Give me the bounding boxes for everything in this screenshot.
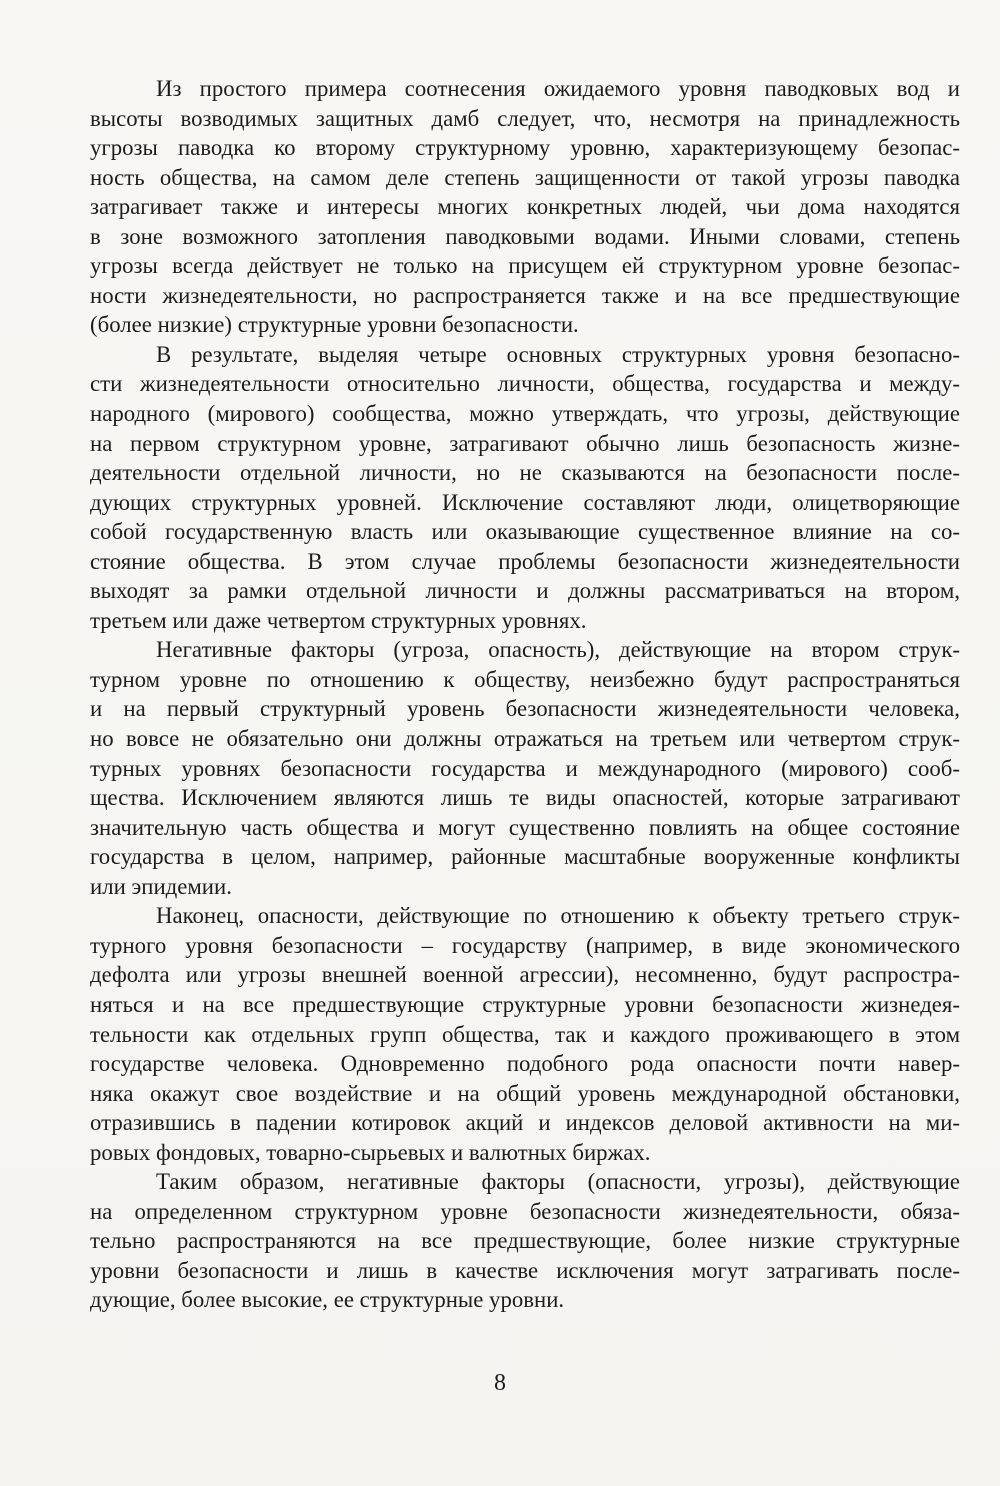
text-line: дефолта или угрозы внешней военной агрессии), несомненно, будут распростра-	[90, 962, 960, 988]
text-line: собой государственную власть или оказывающие существенное влияние на со-	[90, 519, 960, 545]
text-line: затрагивает также и интересы многих конкретных людей, чьи дома находятся	[90, 194, 960, 220]
text-line: высоты возводимых защитных дамб следует, что, несмотря на принадлежность	[90, 105, 960, 131]
page-number: 8	[494, 1370, 506, 1396]
paragraph	[90, 901, 960, 1167]
text-line: тельно распространяются на все предшествующие, более низкие структурные	[90, 1228, 960, 1254]
text-line: деятельности отдельной личности, но не сказываются на безопасности после-	[90, 460, 960, 486]
text-line: Наконец, опасности, действующие по отношению к объекту третьего струк-	[156, 903, 960, 929]
text-line: турном уровне по отношению к обществу, неизбежно будут распространяться	[90, 666, 960, 692]
text-line: или эпидемии.	[90, 873, 232, 899]
text-line: государства в целом, например, районные масштабные вооруженные конфликты	[90, 844, 960, 870]
text-line: третьем или даже четвертом структурных уровнях.	[90, 607, 587, 633]
text-line: ности жизнедеятельности, но распространяется также и на все предшествующие	[90, 282, 960, 308]
text-line: и на первый структурный уровень безопасности жизнедеятельности человека,	[90, 696, 960, 722]
text-line: щества. Исключением являются лишь те виды опасностей, которые затрагивают	[90, 785, 960, 811]
text-line: ность общества, на самом деле степень защищенности от такой угрозы паводка	[90, 164, 960, 190]
text-line: отразившись в падении котировок акций и индексов деловой активности на ми-	[90, 1110, 960, 1136]
text-line: Из простого примера соотнесения ожидаемого уровня паводковых вод и	[156, 76, 960, 101]
paragraph	[90, 74, 960, 340]
text-line: сти жизнедеятельности относительно личности, общества, государства и между-	[90, 371, 960, 397]
text-line: стояние общества. В этом случае проблемы безопасности жизнедеятельности	[90, 548, 960, 574]
text-line: няка окажут свое воздействие и на общий уровень международной обстановки,	[90, 1080, 960, 1106]
paragraph	[90, 340, 960, 635]
text-line: уровни безопасности и лишь в качестве исключения могут затрагивать после-	[90, 1257, 960, 1283]
text-line: в зоне возможного затопления паводковыми водами. Иными словами, степень	[90, 223, 960, 249]
text-line: ровых фондовых, товарно-сырьевых и валютных биржах.	[90, 1139, 651, 1165]
text-line: выходят за рамки отдельной личности и должны рассматриваться на втором,	[90, 578, 960, 604]
text-line: угрозы всегда действует не только на присущем ей структурном уровне безопас-	[90, 253, 960, 279]
body-text	[90, 74, 960, 1315]
paragraph	[90, 635, 960, 901]
paragraph	[90, 1167, 960, 1315]
text-line: Негативные факторы (угроза, опасность), действующие на втором струк-	[156, 637, 960, 663]
text-line: на первом структурном уровне, затрагивают обычно лишь безопасность жизне-	[90, 430, 960, 456]
text-line: турного уровня безопасности – государству (например, в виде экономического	[90, 932, 960, 958]
text-line: значительную часть общества и могут существенно повлиять на общее состояние	[90, 814, 960, 840]
text-line: Таким образом, негативные факторы (опасности, угрозы), действующие	[156, 1169, 960, 1195]
text-line: государстве человека. Одновременно подобного рода опасности почти навер-	[90, 1051, 960, 1077]
text-line: (более низкие) структурные уровни безопасности.	[90, 312, 579, 338]
text-line: но вовсе не обязательно они должны отражаться на третьем или четвертом струк-	[90, 726, 960, 752]
text-line: дующих структурных уровней. Исключение составляют люди, олицетворяющие	[90, 489, 960, 515]
text-line: няться и на все предшествующие структурные уровни безопасности жизнедея-	[90, 991, 960, 1017]
text-line: В результате, выделяя четыре основных структурных уровня безопасно-	[156, 341, 960, 367]
text-line: народного (мирового) сообщества, можно утверждать, что угрозы, действующие	[90, 401, 960, 427]
text-line: на определенном структурном уровне безопасности жизнедеятельности, обяза-	[90, 1198, 960, 1224]
text-line: тельности как отдельных групп общества, так и каждого проживающего в этом	[90, 1021, 960, 1047]
text-line: турных уровнях безопасности государства и международного (мирового) сооб-	[90, 755, 960, 781]
text-line: угрозы паводка ко второму структурному уровню, характеризующему безопас-	[90, 135, 960, 161]
text-line: дующие, более высокие, ее структурные уровни.	[90, 1287, 565, 1313]
